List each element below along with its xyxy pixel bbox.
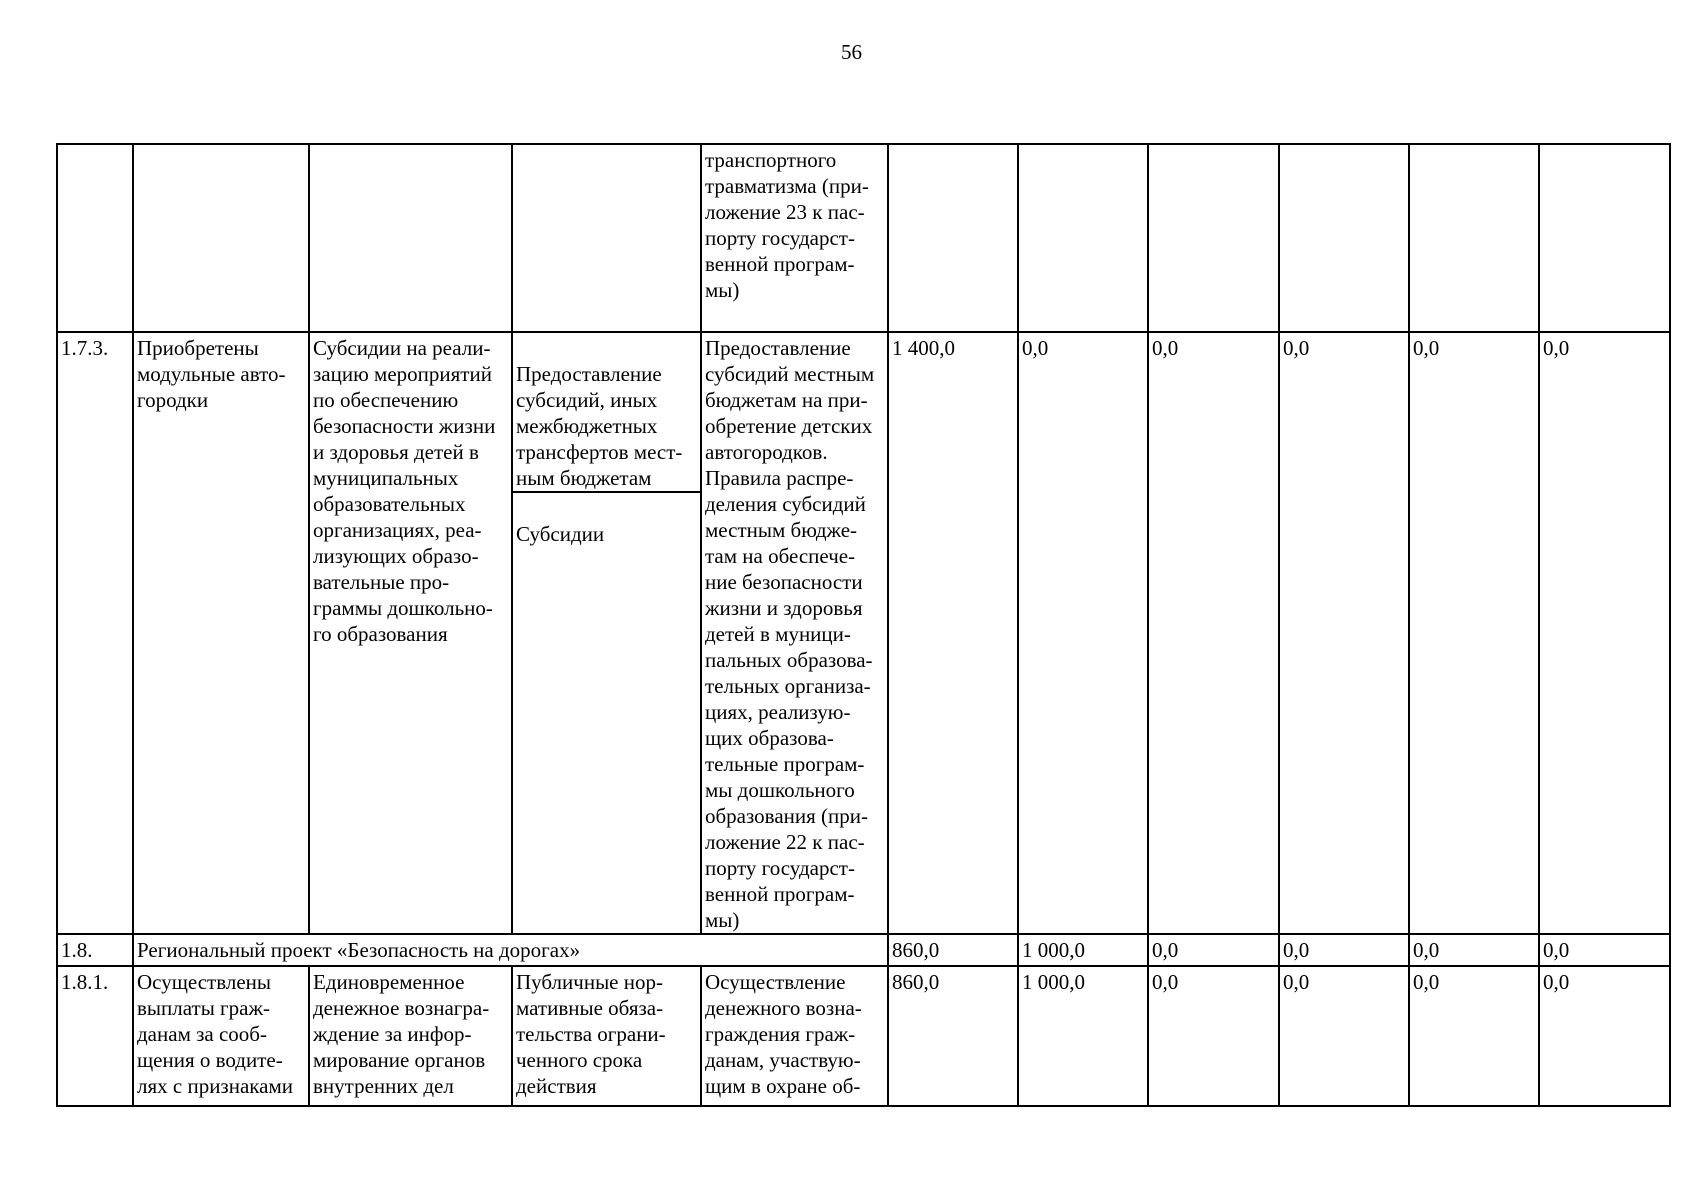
cell-type: Публичные нор- мативные обяза- тельства ограни- ченного срока действия	[512, 966, 701, 1106]
cell-project-title: Региональный проект «Безопасность на дорогах»	[133, 934, 888, 966]
cell-value-3: 0,0	[1148, 332, 1279, 934]
cell-value-5	[1409, 144, 1539, 332]
cell-value-3	[1148, 144, 1279, 332]
cell-value-3: 0,0	[1148, 966, 1279, 1106]
cell-value-6: 0,0	[1539, 332, 1670, 934]
cell-value-4: 0,0	[1279, 966, 1409, 1106]
table-row-continuation	[57, 144, 1670, 332]
cell-basis: Осуществление денежного возна- граждения граж- данам, участвую- щим в охране об-	[701, 966, 888, 1106]
cell-value-4: 0,0	[1279, 332, 1409, 934]
table-row-1-8-1	[57, 966, 1670, 1106]
cell-value-2: 1 000,0	[1018, 934, 1148, 966]
cell-value-2: 0,0	[1018, 332, 1148, 934]
cell-type-bottom: Субсидии	[516, 522, 605, 546]
cell-value-4: 0,0	[1279, 934, 1409, 966]
cell-basis: Предоставление субсидий местным бюджетам на при- обретение детских автогородков. Правила распре- деления субсидий местным бюдже- там на обеспече- ние безопасности жизни и здоровья детей в муници- пальных образова- тельных организа- циях, реализую- щих образова- тельные програм- мы дошкольного образования (при- ложение 22 к пас- порту государст- венной програм- мы)	[701, 332, 888, 934]
cell-value-1	[888, 144, 1018, 332]
cell-result	[133, 144, 309, 332]
cell-value-2: 1 000,0	[1018, 966, 1148, 1106]
cell-basis: транспортного травматизма (при- ложение 23 к пас- порту государст- венной програм- мы)	[701, 144, 888, 332]
cell-value-5: 0,0	[1409, 332, 1539, 934]
cell-value-1: 1 400,0	[888, 332, 1018, 934]
cell-num	[57, 144, 133, 332]
cell-type	[512, 332, 701, 934]
cell-value-6: 0,0	[1539, 934, 1670, 966]
cell-value-5: 0,0	[1409, 966, 1539, 1106]
cell-type-top: Предоставление субсидий, иных межбюджетных трансфертов мест- ным бюджетам	[513, 359, 700, 493]
cell-measure	[309, 144, 512, 332]
cell-measure: Единовременное денежное вознагра- ждение за инфор- мирование органов внутренних дел	[309, 966, 512, 1106]
cell-result: Осуществлены выплаты граж- данам за сооб- щения о водите- лях с признаками	[133, 966, 309, 1106]
cell-value-6	[1539, 144, 1670, 332]
page-number: 56	[841, 40, 862, 64]
cell-type	[512, 144, 701, 332]
cell-value-5: 0,0	[1409, 934, 1539, 966]
cell-value-1: 860,0	[888, 966, 1018, 1106]
cell-num: 1.7.3.	[57, 332, 133, 934]
cell-value-6: 0,0	[1539, 966, 1670, 1106]
budget-table	[56, 143, 1671, 1107]
cell-measure: Субсидии на реали- зацию мероприятий по обеспечению безопасности жизни и здоровья детей в муниципальных образовательных организациях, реа- лизующих образо- вательные про- граммы дошкольно- го образования	[309, 332, 512, 934]
cell-num: 1.8.1.	[57, 966, 133, 1106]
cell-value-3: 0,0	[1148, 934, 1279, 966]
cell-value-2	[1018, 144, 1148, 332]
cell-value-4	[1279, 144, 1409, 332]
cell-value-1: 860,0	[888, 934, 1018, 966]
table-row-1-7-3	[57, 332, 1670, 934]
cell-num: 1.8.	[57, 934, 133, 966]
cell-result: Приобретены модульные авто- городки	[133, 332, 309, 934]
table-row-1-8	[57, 934, 1670, 966]
